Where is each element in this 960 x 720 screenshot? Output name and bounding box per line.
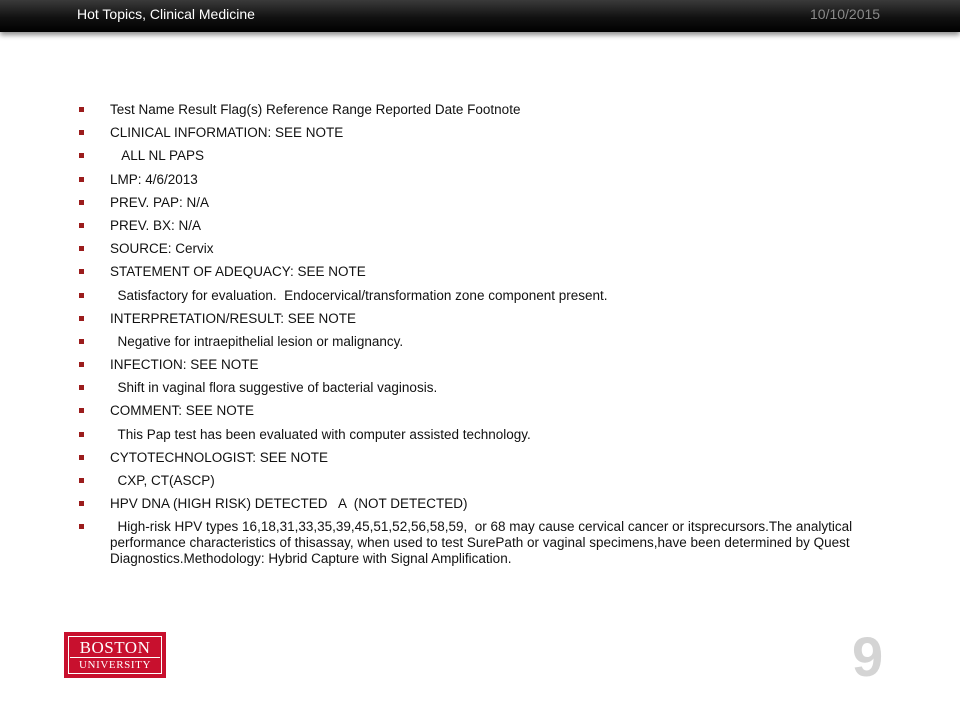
list-item [78, 357, 878, 373]
list-item [78, 195, 878, 211]
list-item-text: Test Name Result Flag(s) Reference Range Reported Date Footnote [110, 102, 521, 117]
bullet-icon [79, 524, 84, 529]
list-item [78, 264, 878, 280]
logo-line-boston: BOSTON [79, 638, 151, 657]
bullet-icon [79, 408, 84, 413]
list-item-text: COMMENT: SEE NOTE [110, 403, 255, 419]
list-item-text: This Pap test has been evaluated with computer assisted technology. [110, 426, 531, 442]
list-item-text: CYTOTECHNOLOGIST: SEE NOTE [110, 449, 329, 465]
list-item-text: HPV DNA (HIGH RISK) DETECTED A (NOT DETECTED) [110, 496, 468, 512]
bullet-icon [79, 177, 84, 182]
bullet-icon [79, 223, 84, 228]
list-item-text: ALL NL PAPS [110, 148, 205, 164]
list-item [78, 334, 878, 350]
list-item-text: PREV. PAP: N/A [110, 194, 210, 210]
header-bar [0, 0, 960, 32]
logo-divider [70, 657, 160, 658]
list-item [78, 519, 878, 567]
list-item-text: CLINICAL INFORMATION: SEE NOTE [110, 125, 344, 141]
bullet-icon [79, 246, 84, 251]
bullet-icon [79, 153, 84, 158]
bullet-icon [79, 455, 84, 460]
boston-university-logo [64, 632, 166, 678]
list-item-text: Shift in vaginal flora suggestive of bacterial vaginosis. [110, 380, 438, 396]
bullet-icon [79, 385, 84, 390]
list-item [78, 148, 878, 164]
bullet-icon [79, 362, 84, 367]
logo-line-university: UNIVERSITY [79, 659, 151, 671]
bullet-icon [79, 130, 84, 135]
list-item [78, 102, 878, 118]
list-item [78, 427, 878, 443]
bullet-icon [79, 478, 84, 483]
list-item [78, 125, 878, 141]
list-item-text: INFECTION: SEE NOTE [110, 357, 259, 373]
page-number: 9 [852, 625, 884, 688]
list-item [78, 172, 878, 188]
bullet-icon [79, 293, 84, 298]
bullet-icon [79, 107, 84, 112]
list-item [78, 450, 878, 466]
bullet-icon [79, 339, 84, 344]
list-item [78, 380, 878, 396]
list-item-text: SOURCE: Cervix [110, 241, 214, 257]
list-item-text: Satisfactory for evaluation. Endocervical/transformation zone component present. [110, 287, 608, 303]
list-item-text: LMP: 4/6/2013 [110, 171, 198, 187]
list-item [78, 288, 878, 304]
list-item-text: INTERPRETATION/RESULT: SEE NOTE [110, 310, 357, 326]
bullet-icon [79, 432, 84, 437]
bullet-icon [79, 501, 84, 506]
list-item-text: CXP, CT(ASCP) [110, 473, 215, 488]
bullet-icon [79, 269, 84, 274]
header-title: Hot Topics, Clinical Medicine [77, 6, 255, 22]
list-item [78, 473, 878, 489]
bullet-icon [79, 200, 84, 205]
list-item [78, 403, 878, 419]
list-item-text: Negative for intraepithelial lesion or malignancy. [110, 333, 404, 349]
header-date: 10/10/2015 [810, 6, 881, 22]
list-item-text: STATEMENT OF ADEQUACY: SEE NOTE [110, 264, 366, 280]
list-item-text: High-risk HPV types 16,18,31,33,35,39,45,51,52,56,58,59, or 68 may cause cervical cancer or itsprecursors.The analytical performance characteristics of thisassay, when used to test SurePath or vaginal specimens,have been determined by Quest Diagnostics.Methodology: Hybrid Capture with Signal Amplification. [110, 519, 856, 567]
list-item [78, 241, 878, 257]
list-item-text: PREV. BX: N/A [110, 217, 202, 233]
bullet-icon [79, 316, 84, 321]
report-list [78, 102, 878, 575]
list-item [78, 218, 878, 234]
list-item [78, 311, 878, 327]
list-item [78, 496, 878, 512]
